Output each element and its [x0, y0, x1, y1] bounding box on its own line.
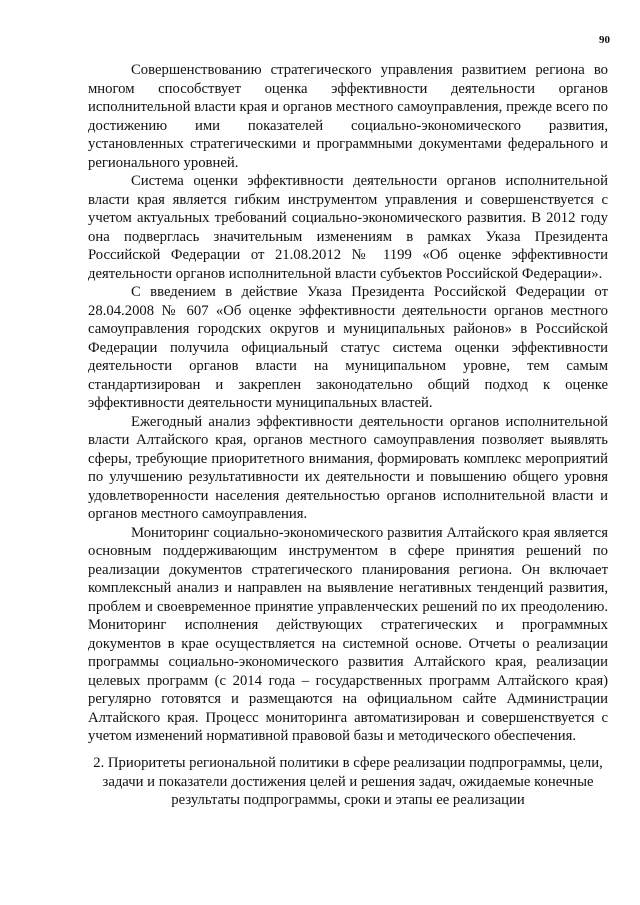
- paragraph: Совершенствованию стратегического управления развитием региона во многом способствует оценка эффективности деятельности органов исполнительной власти края и органов местного самоуправления, прежде всего по достижению ими показателей социально-экономического развития, установленных стратегическими и программными документами федерального и регионального уровней.: [88, 62, 608, 171]
- body-text: [88, 61, 608, 746]
- paragraph: Ежегодный анализ эффективности деятельности органов исполнительной власти Алтайского края, органов местного самоуправления позволяет выявлять сферы, требующие приоритетного внимания, формировать комплекс мероприятий по улучшению результативности их деятельности и повышению общего уровня удовлетворенности населения деятельностью органов исполнительной власти и органов местного самоуправления.: [88, 413, 608, 522]
- paragraph: Система оценки эффективности деятельности органов исполнительной власти края является гибким инструментом управления и совершенствуется с учетом актуальных требований социально-экономического развития. В 2012 году она подверглась значительным изменениям в рамках Указа Президента Российской Федерации от 21.08.2012 № 1199 «Об оценке эффективности деятельности органов исполнительной власти субъектов Российской Федерации».: [88, 173, 608, 282]
- page-number: 90: [599, 34, 610, 46]
- section-heading: 2. Приоритеты региональной политики в сфере реализации подпрограммы, цели, задачи и показатели достижения целей и решения задач, ожидаемые конечные результаты подпрограммы, сроки и этапы ее реализации: [93, 755, 603, 808]
- paragraph: С введением в действие Указа Президента Российской Федерации от 28.04.2008 № 607 «Об оценке эффективности деятельности органов местного самоуправления городских округов и муниципальных районов» в Российской Федерации получила официальный статус система оценки эффективности деятельности органов власти на муниципальном уровне, тем самым стандартизирован и закреплен законодательно общий подход к оценке эффективности деятельности муниципальных властей.: [88, 284, 608, 411]
- paragraph: Мониторинг социально-экономического развития Алтайского края является основным поддерживающим инструментом в сфере принятия решений по реализации документов стратегического планирования региона. Он включает комплексный анализ и направлен на выявление негативных тенденций развития, проблем и своевременное принятие управленческих решений по их преодолению. Мониторинг исполнения действующих стратегических и программных документов в крае осуществляется на системной основе. Отчеты о реализации программы социально-экономического развития Алтайского края, реализации целевых программ (с 2014 года – государственных программ Алтайского края) регулярно готовятся и размещаются на официальном сайте Администрации Алтайского края. Процесс мониторинга автоматизирован и совершенствуется с учетом изменений нормативной правовой базы и методического обеспечения.: [88, 524, 608, 744]
